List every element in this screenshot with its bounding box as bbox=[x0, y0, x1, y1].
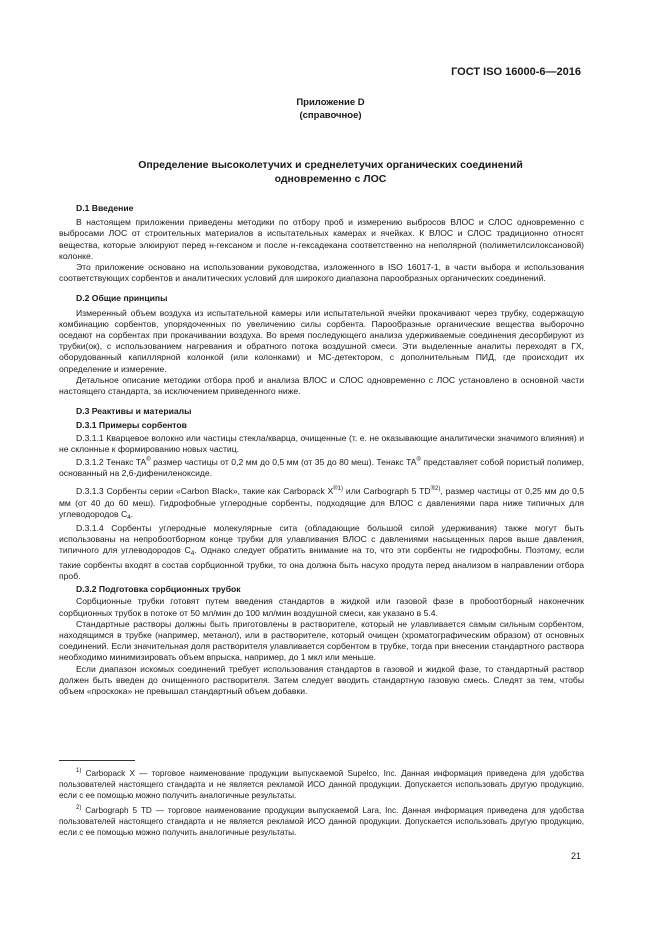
footnote-ref-2: ®2) bbox=[430, 486, 441, 493]
footnote-2-marker: 2) bbox=[76, 805, 82, 812]
clause-d313-text-d: . bbox=[130, 508, 134, 519]
footnote-separator bbox=[59, 760, 135, 761]
clause-d312-text-b: размер частицы от 0,2 мм до 0,5 мм (от 35 до 80 меш). Тенакс TA bbox=[150, 457, 417, 468]
appendix-subtitle: (справочное) bbox=[299, 110, 362, 121]
footnotes bbox=[59, 766, 584, 841]
clause-d314-text-a: D.3.1.4 Сорбенты углеродные молекулярные сита (обладающие большой силой удерживания) также могут быть использованы на непробоотборном конце трубки для улавливания ВЛОС с давлениями насыщенных паров выше давления, типичного для углеводородов C bbox=[59, 523, 584, 556]
footnote-2 bbox=[59, 803, 584, 838]
page-number: 21 bbox=[570, 851, 581, 861]
section-d1-paragraph-2: Это приложение основано на использовании руководства, изложенного в ISO 16017-1, в части выбора и использования соответствующих сорбентов и аналитических условий для широкого диапазона парообразных органических соединений. bbox=[59, 262, 584, 284]
subscript-4: 4 bbox=[190, 550, 195, 558]
main-title-line1: Определение высоколетучих и среднелетучих органических соединений bbox=[138, 159, 523, 171]
clause-d313-text-c: , размер частицы от 0,25 мм до 0,5 мм (от 40 до 60 меш). Гидрофобные углеродные сорбенты, подходящие для ВЛОС с давлениями пара ниже типичных для углеводородов C bbox=[59, 486, 584, 519]
registered-mark: ® bbox=[146, 457, 151, 464]
section-d32-heading: D.3.2 Подготовка сорбционных трубок bbox=[76, 584, 241, 595]
clause-d314 bbox=[59, 523, 584, 582]
clause-d314-text-b: . Однако следует обратить внимание на то, что эти сорбенты не гидрофобны. Поэтому, если такие сорбенты входят в состав сорбционной трубки, то она должна быть насухо продута перед анализом в направлении отбора проб. bbox=[59, 545, 584, 581]
standard-designation: ГОСТ ISO 16000-6—2016 bbox=[451, 66, 581, 78]
clause-d312 bbox=[59, 455, 584, 479]
section-d3-heading: D.3 Реактивы и материалы bbox=[76, 406, 192, 417]
clause-d312-text-c: представляет собой пористый полимер, основанный на 2,6-дифениленоксиде. bbox=[59, 457, 584, 479]
footnote-1 bbox=[59, 766, 584, 801]
clause-d313-text-a: D.3.1.3 Сорбенты серии «Carbon Black», такие как Carbopack X bbox=[76, 486, 334, 497]
appendix-main-title bbox=[90, 158, 571, 186]
main-title-line2: одновременно с ЛОС bbox=[274, 173, 387, 185]
section-d32-paragraph-3: Если диапазон искомых соединений требует использования стандартов в газовой и жидкой фазе, то стандартный раствор должен быть введен до очищенного растворителя. Затем следует вводить стандартную газовую смесь. Следят за тем, чтобы объем «проскока» не превышал стандартный объем добавки. bbox=[59, 663, 584, 696]
section-d2-paragraph-2: Детальное описание методики отбора проб и анализа ВЛОС и СЛОС одновременно с ЛОС установлено в основной части настоящего стандарта, за исключением приведенного ниже. bbox=[59, 374, 584, 397]
appendix-title: Приложение D bbox=[296, 97, 365, 108]
clause-d313 bbox=[59, 484, 584, 523]
footnote-1-text: Carbopack X — торговое наименование продукции выпускаемой Supelco, Inc. Данная информация приведена для удобства пользователей настоящего стандарта и не является рекламой ИСО данной продукции. Допускается использовать другую продукцию, если с ее помощью можно получить аналогичные результаты. bbox=[59, 769, 585, 800]
section-d1-paragraph-1: В настоящем приложении приведены методики по отбору проб и измерению выбросов ВЛОС и СЛОС одновременно с выбросами ЛОС от строительных материалов в испытательных камерах и ячейках. К ВЛОС и СЛОС традиционно относят вещества, которые элюируют перед н-гексаном и после н-гексадекана соответственно на неполярной (полиметилсилоксановой) колонке. bbox=[59, 217, 584, 261]
footnote-1-marker: 1) bbox=[76, 768, 82, 774]
registered-mark: ® bbox=[416, 457, 421, 464]
subscript-4: 4 bbox=[127, 513, 131, 521]
clause-d312-text-a: D.3.1.2 Тенакс TA bbox=[76, 457, 147, 468]
section-d2-heading: D.2 Общие принципы bbox=[76, 293, 168, 304]
clause-d313-text-b: или Carbograph 5 TD bbox=[343, 486, 431, 497]
appendix-body bbox=[59, 199, 584, 697]
footnote-2-text: Carbograph 5 TD — торговое наименование продукции выпускаемой Lara, Inc. Данная информация приведена для удобства пользователей настоящего стандарта и не является рекламой ИСО данной продукции. Допускается использовать другую продукцию, если с ее помощью можно получить аналогичные результаты. bbox=[59, 806, 584, 837]
section-d32-paragraph-2: Стандартные растворы должны быть приготовлены в растворителе, который не улавливается самым сильным сорбентом, находящимся в трубке (например, метанол), или в растворителе, который очищен (хроматографическим образом) от основных соединений. Если значительная доля растворителя улавливается сорбентом в трубке, тогда при внесении стандартного раствора необходимо минимизировать объем впрыска, например, до 1 мкл или меньше. bbox=[59, 618, 584, 663]
section-d32-paragraph-1: Сорбционные трубки готовят путем введения стандартов в жидкой или газовой фазе в пробоотборный наконечник сорбционных трубок в потоке от 50 мл/мин до 100 мл/мин воздушной смеси, как указано в 5.4. bbox=[59, 596, 584, 618]
appendix-heading bbox=[0, 96, 661, 122]
section-d1-heading: D.1 Введение bbox=[76, 203, 134, 213]
section-d2-paragraph-1: Измеренный объем воздуха из испытательной камеры или испытательной ячейки прокачивают через трубку, содержащую комбинацию сорбентов, упорядоченных по увеличению силы сорбента. Парообразные органические вещества выборочно оседают на сорбентах при прокачивании воздуха. Во время последующего анализа удерживаемые соединения десорбируют из трубки(ок), с использованием нагревания и обратного потока воздушной смеси. Эти выделенные аналиты переходят в ГХ, оборудованный капиллярной колонкой (или колонками) и МС-детектором, с дополнительным ПИД, где происходит их определение и измерение. bbox=[59, 307, 584, 374]
section-d31-heading: D.3.1 Примеры сорбентов bbox=[76, 420, 187, 431]
footnote-ref-1: ®1) bbox=[333, 486, 344, 493]
clause-d311: D.3.1.1 Кварцевое волокно или частицы стекла/кварца, очищенные (т. е. не оказывающие аналитически значимого влияния) и не склонные к формированию новых частиц. bbox=[59, 432, 584, 454]
